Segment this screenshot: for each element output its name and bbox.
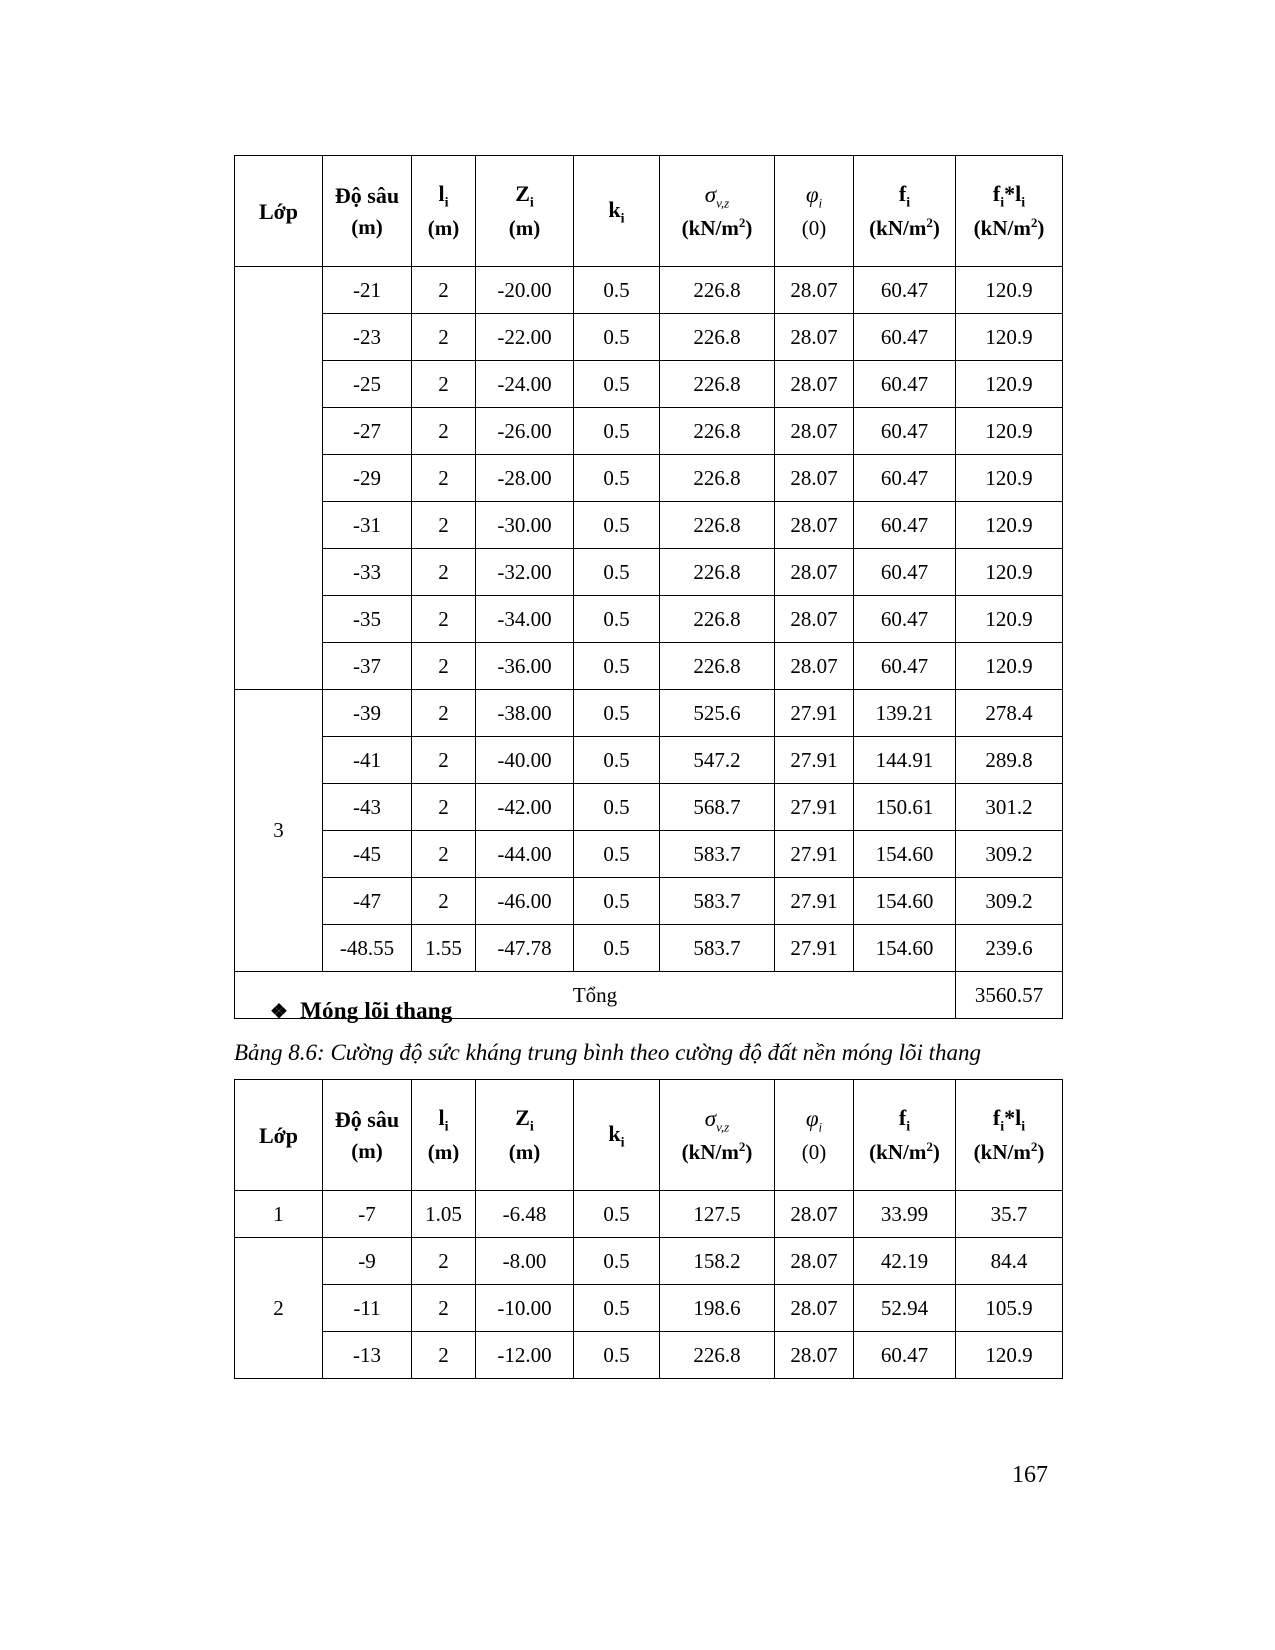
col2-header-phi-unit: (0): [801, 1139, 827, 1164]
cell-ki: 0.5: [574, 455, 660, 502]
cell-phi: 27.91: [775, 737, 854, 784]
col-header-zi-unit: (m): [508, 216, 541, 241]
cell-sigma: 127.5: [660, 1191, 775, 1238]
cell-sigma: 226.8: [660, 549, 775, 596]
cell-ki: 0.5: [574, 1191, 660, 1238]
cell-fi: 60.47: [854, 267, 956, 314]
cell-phi: 27.91: [775, 690, 854, 737]
col2-header-sigma-label: σ: [704, 1105, 717, 1131]
table-2-body: [235, 1191, 1063, 1379]
cell-ki: 0.5: [574, 314, 660, 361]
cell-zi: -8.00: [476, 1238, 574, 1285]
cell-fi: 139.21: [854, 690, 956, 737]
col-header-fili-sub2: i: [1021, 195, 1026, 211]
cell-lop-group-1: [235, 267, 323, 690]
cell-ki: 0.5: [574, 690, 660, 737]
col2-header-zi-label: Z: [515, 1105, 530, 1131]
col2-header-fili-unit: (kN/m: [973, 1140, 1031, 1165]
cell-phi: 27.91: [775, 878, 854, 925]
table-row: [235, 925, 1063, 972]
total-value: 3560.57: [956, 972, 1063, 1019]
col2-header-zi: [476, 1080, 574, 1191]
col-header-li: [412, 156, 476, 267]
col-header-sigma-unit-end: ): [745, 215, 753, 240]
col-header-fi-label: f: [898, 181, 907, 207]
table-row: [235, 1332, 1063, 1379]
col-header-do-sau-unit: (m): [351, 214, 383, 239]
cell-zi: -36.00: [476, 643, 574, 690]
table-row: [235, 690, 1063, 737]
col2-header-fili-star: *l: [1004, 1105, 1022, 1131]
col2-header-fi-unit: (kN/m: [869, 1140, 927, 1165]
cell-sigma: 226.8: [660, 267, 775, 314]
cell-fi: 60.47: [854, 361, 956, 408]
cell-fili: 120.9: [956, 596, 1063, 643]
cell-sigma: 226.8: [660, 643, 775, 690]
cell-fili: 120.9: [956, 408, 1063, 455]
col-header-ki-sub: i: [620, 211, 625, 227]
table-row: [235, 361, 1063, 408]
cell-fili: 120.9: [956, 361, 1063, 408]
cell-fili: 289.8: [956, 737, 1063, 784]
table-1-body: [235, 267, 1063, 1019]
table-row: [235, 1238, 1063, 1285]
col2-header-fili-label: f: [992, 1105, 1001, 1131]
cell-phi: 28.07: [775, 643, 854, 690]
cell-do-sau: -9: [323, 1238, 412, 1285]
cell-do-sau: -45: [323, 831, 412, 878]
cell-fi: 52.94: [854, 1285, 956, 1332]
col-header-ki: [574, 156, 660, 267]
cell-li: 2: [412, 314, 476, 361]
col-header-fili-unit-sup: 2: [1030, 215, 1038, 231]
cell-sigma: 226.8: [660, 596, 775, 643]
cell-li: 2: [412, 831, 476, 878]
col-header-sigma-label: σ: [704, 181, 717, 207]
cell-fi: 154.60: [854, 831, 956, 878]
col-header-phi-sub: i: [818, 195, 823, 211]
cell-li: 2: [412, 737, 476, 784]
cell-fili: 105.9: [956, 1285, 1063, 1332]
cell-fili: 84.4: [956, 1238, 1063, 1285]
table-2-caption: Bảng 8.6: Cường độ sức kháng trung bình theo cường độ đất nền móng lõi thang: [234, 1040, 982, 1065]
cell-do-sau: -47: [323, 878, 412, 925]
section-heading-text: Móng lõi thang: [300, 998, 453, 1023]
col-header-fili-unit-end: ): [1037, 216, 1045, 241]
cell-ki: 0.5: [574, 1238, 660, 1285]
table-row: [235, 643, 1063, 690]
table-row: [235, 596, 1063, 643]
table-row: [235, 502, 1063, 549]
cell-fi: 60.47: [854, 408, 956, 455]
cell-sigma: 226.8: [660, 408, 775, 455]
cell-fili: 120.9: [956, 455, 1063, 502]
cell-sigma: 583.7: [660, 925, 775, 972]
cell-fili: 120.9: [956, 643, 1063, 690]
cell-do-sau: -13: [323, 1332, 412, 1379]
cell-sigma: 583.7: [660, 831, 775, 878]
col2-header-sigma-unit-sup: 2: [738, 1138, 746, 1154]
cell-sigma: 547.2: [660, 737, 775, 784]
cell-fi: 33.99: [854, 1191, 956, 1238]
cell-phi: 28.07: [775, 314, 854, 361]
cell-ki: 0.5: [574, 737, 660, 784]
cell-zi: -22.00: [476, 314, 574, 361]
cell-zi: -12.00: [476, 1332, 574, 1379]
cell-fili: 35.7: [956, 1191, 1063, 1238]
cell-li: 2: [412, 549, 476, 596]
col-header-fili-sub1: i: [1000, 195, 1005, 211]
cell-zi: -10.00: [476, 1285, 574, 1332]
cell-ki: 0.5: [574, 549, 660, 596]
col2-header-sigma-sub: v,z: [716, 1119, 730, 1135]
table-row: [235, 1191, 1063, 1238]
cell-ki: 0.5: [574, 502, 660, 549]
cell-fi: 150.61: [854, 784, 956, 831]
cell-fi: 60.47: [854, 596, 956, 643]
col2-header-phi-sub: i: [818, 1119, 823, 1135]
cell-sigma: 226.8: [660, 314, 775, 361]
cell-zi: -40.00: [476, 737, 574, 784]
col-header-sigma-unit: (kN/m: [681, 215, 739, 240]
col-header-fili-unit: (kN/m: [973, 216, 1031, 241]
cell-fi: 42.19: [854, 1238, 956, 1285]
col-header-phi-unit: (0): [801, 215, 827, 240]
cell-fi: 60.47: [854, 643, 956, 690]
cell-ki: 0.5: [574, 408, 660, 455]
col2-header-ki: [574, 1080, 660, 1191]
table-row: [235, 878, 1063, 925]
col-header-li-sub: i: [444, 195, 449, 211]
table-row: [235, 455, 1063, 502]
cell-ki: 0.5: [574, 596, 660, 643]
col-header-fi-unit-sup: 2: [926, 215, 933, 231]
col2-header-sigma: [660, 1080, 775, 1191]
cell-fili: 239.6: [956, 925, 1063, 972]
col-header-fi-sub: i: [906, 195, 911, 211]
cell-fi: 60.47: [854, 455, 956, 502]
cell-do-sau: -48.55: [323, 925, 412, 972]
col2-header-fili: [956, 1080, 1063, 1191]
cell-li: 2: [412, 878, 476, 925]
cell-li: 2: [412, 502, 476, 549]
cell-fili: 309.2: [956, 878, 1063, 925]
col-header-fili-star: *l: [1004, 181, 1022, 207]
cell-ki: 0.5: [574, 643, 660, 690]
col-header-li-unit: (m): [427, 216, 460, 241]
cell-fili: 120.9: [956, 502, 1063, 549]
table-row: [235, 267, 1063, 314]
col2-header-ki-sub: i: [620, 1135, 625, 1151]
cell-ki: 0.5: [574, 361, 660, 408]
cell-ki: 0.5: [574, 1332, 660, 1379]
col2-header-sigma-unit-end: ): [745, 1139, 753, 1164]
cell-zi: -34.00: [476, 596, 574, 643]
cell-zi: -42.00: [476, 784, 574, 831]
cell-fi: 60.47: [854, 314, 956, 361]
cell-sigma: 226.8: [660, 361, 775, 408]
cell-do-sau: -29: [323, 455, 412, 502]
col-header-sigma-unit-sup: 2: [738, 214, 746, 230]
col2-header-fi-unit-end: ): [932, 1140, 940, 1165]
cell-phi: 28.07: [775, 361, 854, 408]
table-1-header-row: [235, 156, 1063, 267]
cell-do-sau: -43: [323, 784, 412, 831]
cell-li: 2: [412, 1238, 476, 1285]
cell-do-sau: -35: [323, 596, 412, 643]
cell-fili: 120.9: [956, 314, 1063, 361]
col-header-fi: [854, 156, 956, 267]
table-row: [235, 1285, 1063, 1332]
cell-phi: 27.91: [775, 925, 854, 972]
cell-phi: 28.07: [775, 267, 854, 314]
col-header-do-sau-label: Độ sâu: [334, 182, 400, 208]
cell-ki: 0.5: [574, 831, 660, 878]
col-header-fi-unit: (kN/m: [869, 216, 927, 241]
col-header-li-label: l: [438, 181, 445, 207]
col2-header-fili-unit-sup: 2: [1030, 1139, 1038, 1155]
col-header-phi-label: φ: [805, 181, 819, 207]
cell-ki: 0.5: [574, 267, 660, 314]
cell-sigma: 226.8: [660, 455, 775, 502]
col2-header-fi-sub: i: [906, 1119, 911, 1135]
col2-header-fili-unit-end: ): [1037, 1140, 1045, 1165]
col-header-zi: [476, 156, 574, 267]
cell-li: 1.55: [412, 925, 476, 972]
cell-do-sau: -7: [323, 1191, 412, 1238]
col2-header-li-label: l: [438, 1105, 445, 1131]
cell-do-sau: -23: [323, 314, 412, 361]
col2-header-li-unit: (m): [427, 1140, 460, 1165]
cell-do-sau: -27: [323, 408, 412, 455]
resistance-table-2: [234, 1079, 1063, 1379]
cell-phi: 27.91: [775, 784, 854, 831]
col-header-ki-label: k: [608, 196, 621, 222]
col2-header-fi: [854, 1080, 956, 1191]
col-header-sigma-sub: v,z: [716, 195, 730, 211]
col2-header-fili-sub1: i: [1000, 1119, 1005, 1135]
col2-header-do-sau: [323, 1080, 412, 1191]
cell-phi: 28.07: [775, 455, 854, 502]
cell-li: 2: [412, 643, 476, 690]
cell-zi: -20.00: [476, 267, 574, 314]
col2-header-li: [412, 1080, 476, 1191]
col-header-sigma: [660, 156, 775, 267]
cell-zi: -24.00: [476, 361, 574, 408]
cell-do-sau: -31: [323, 502, 412, 549]
cell-do-sau: -25: [323, 361, 412, 408]
cell-li: 2: [412, 1285, 476, 1332]
col2-header-fili-sub2: i: [1021, 1119, 1026, 1135]
col2-header-ki-label: k: [608, 1120, 621, 1146]
col2-header-sigma-unit: (kN/m: [681, 1139, 739, 1164]
cell-li: 2: [412, 1332, 476, 1379]
total-label: Tổng: [235, 972, 956, 1019]
cell-fi: 144.91: [854, 737, 956, 784]
cell-sigma: 158.2: [660, 1238, 775, 1285]
col2-header-fi-unit-sup: 2: [926, 1139, 933, 1155]
cell-fi: 154.60: [854, 878, 956, 925]
cell-sigma: 198.6: [660, 1285, 775, 1332]
cell-sigma: 583.7: [660, 878, 775, 925]
cell-li: 2: [412, 596, 476, 643]
cell-phi: 28.07: [775, 1238, 854, 1285]
page-number: 167: [1012, 1462, 1048, 1488]
col-header-do-sau: [323, 156, 412, 267]
cell-do-sau: -41: [323, 737, 412, 784]
cell-do-sau: -11: [323, 1285, 412, 1332]
col-header-fi-unit-end: ): [932, 216, 940, 241]
cell-zi: -26.00: [476, 408, 574, 455]
col-header-lop: [235, 156, 323, 267]
cell-phi: 28.07: [775, 502, 854, 549]
table-row: [235, 549, 1063, 596]
cell-zi: -47.78: [476, 925, 574, 972]
cell-do-sau: -37: [323, 643, 412, 690]
col-header-lop-label: Lớp: [258, 198, 299, 224]
cell-fili: 120.9: [956, 549, 1063, 596]
table-row: [235, 314, 1063, 361]
cell-sigma: 226.8: [660, 1332, 775, 1379]
cell-li: 1.05: [412, 1191, 476, 1238]
col2-header-lop: [235, 1080, 323, 1191]
cell-fi: 60.47: [854, 1332, 956, 1379]
cell-ki: 0.5: [574, 1285, 660, 1332]
diamond-bullet-icon: ❖: [270, 1001, 289, 1023]
cell-fi: 60.47: [854, 502, 956, 549]
table-2-header-row: [235, 1080, 1063, 1191]
table-row: [235, 784, 1063, 831]
cell-fili: 301.2: [956, 784, 1063, 831]
col2-header-zi-unit: (m): [508, 1140, 541, 1165]
cell-phi: 28.07: [775, 1285, 854, 1332]
table-row: [235, 737, 1063, 784]
section-heading-mong-loi-thang: [270, 998, 452, 1024]
cell-li: 2: [412, 267, 476, 314]
col-header-fili-label: f: [992, 181, 1001, 207]
cell-fi: 60.47: [854, 549, 956, 596]
col-header-zi-label: Z: [515, 181, 530, 207]
table-row: [235, 408, 1063, 455]
cell-fili: 278.4: [956, 690, 1063, 737]
col2-header-lop-label: Lớp: [258, 1122, 299, 1148]
cell-do-sau: -21: [323, 267, 412, 314]
table-row: [235, 831, 1063, 878]
cell-zi: -46.00: [476, 878, 574, 925]
cell-phi: 28.07: [775, 408, 854, 455]
cell-phi: 27.91: [775, 831, 854, 878]
cell-fi: 154.60: [854, 925, 956, 972]
col2-header-zi-sub: i: [529, 1119, 534, 1135]
cell-lop-group-1: 1: [235, 1191, 323, 1238]
cell-li: 2: [412, 784, 476, 831]
cell-ki: 0.5: [574, 878, 660, 925]
cell-fili: 309.2: [956, 831, 1063, 878]
cell-phi: 28.07: [775, 1332, 854, 1379]
col2-header-fi-label: f: [898, 1105, 907, 1131]
cell-zi: -6.48: [476, 1191, 574, 1238]
col-header-phi: [775, 156, 854, 267]
cell-zi: -32.00: [476, 549, 574, 596]
col-header-zi-sub: i: [529, 195, 534, 211]
cell-fili: 120.9: [956, 267, 1063, 314]
cell-ki: 0.5: [574, 925, 660, 972]
cell-li: 2: [412, 408, 476, 455]
col2-header-do-sau-unit: (m): [351, 1138, 383, 1163]
cell-ki: 0.5: [574, 784, 660, 831]
cell-lop-group-2: 3: [235, 690, 323, 972]
cell-zi: -44.00: [476, 831, 574, 878]
cell-zi: -38.00: [476, 690, 574, 737]
col2-header-phi: [775, 1080, 854, 1191]
cell-sigma: 226.8: [660, 502, 775, 549]
resistance-table-1: [234, 155, 1063, 1019]
col2-header-phi-label: φ: [805, 1105, 819, 1131]
cell-phi: 28.07: [775, 549, 854, 596]
cell-lop-group-2: 2: [235, 1238, 323, 1379]
col-header-fili: [956, 156, 1063, 267]
cell-zi: -30.00: [476, 502, 574, 549]
col2-header-li-sub: i: [444, 1119, 449, 1135]
cell-li: 2: [412, 361, 476, 408]
col2-header-do-sau-label: Độ sâu: [334, 1106, 400, 1132]
cell-sigma: 525.6: [660, 690, 775, 737]
cell-phi: 28.07: [775, 1191, 854, 1238]
cell-zi: -28.00: [476, 455, 574, 502]
cell-sigma: 568.7: [660, 784, 775, 831]
cell-li: 2: [412, 455, 476, 502]
cell-do-sau: -33: [323, 549, 412, 596]
cell-li: 2: [412, 690, 476, 737]
cell-fili: 120.9: [956, 1332, 1063, 1379]
cell-do-sau: -39: [323, 690, 412, 737]
cell-phi: 28.07: [775, 596, 854, 643]
